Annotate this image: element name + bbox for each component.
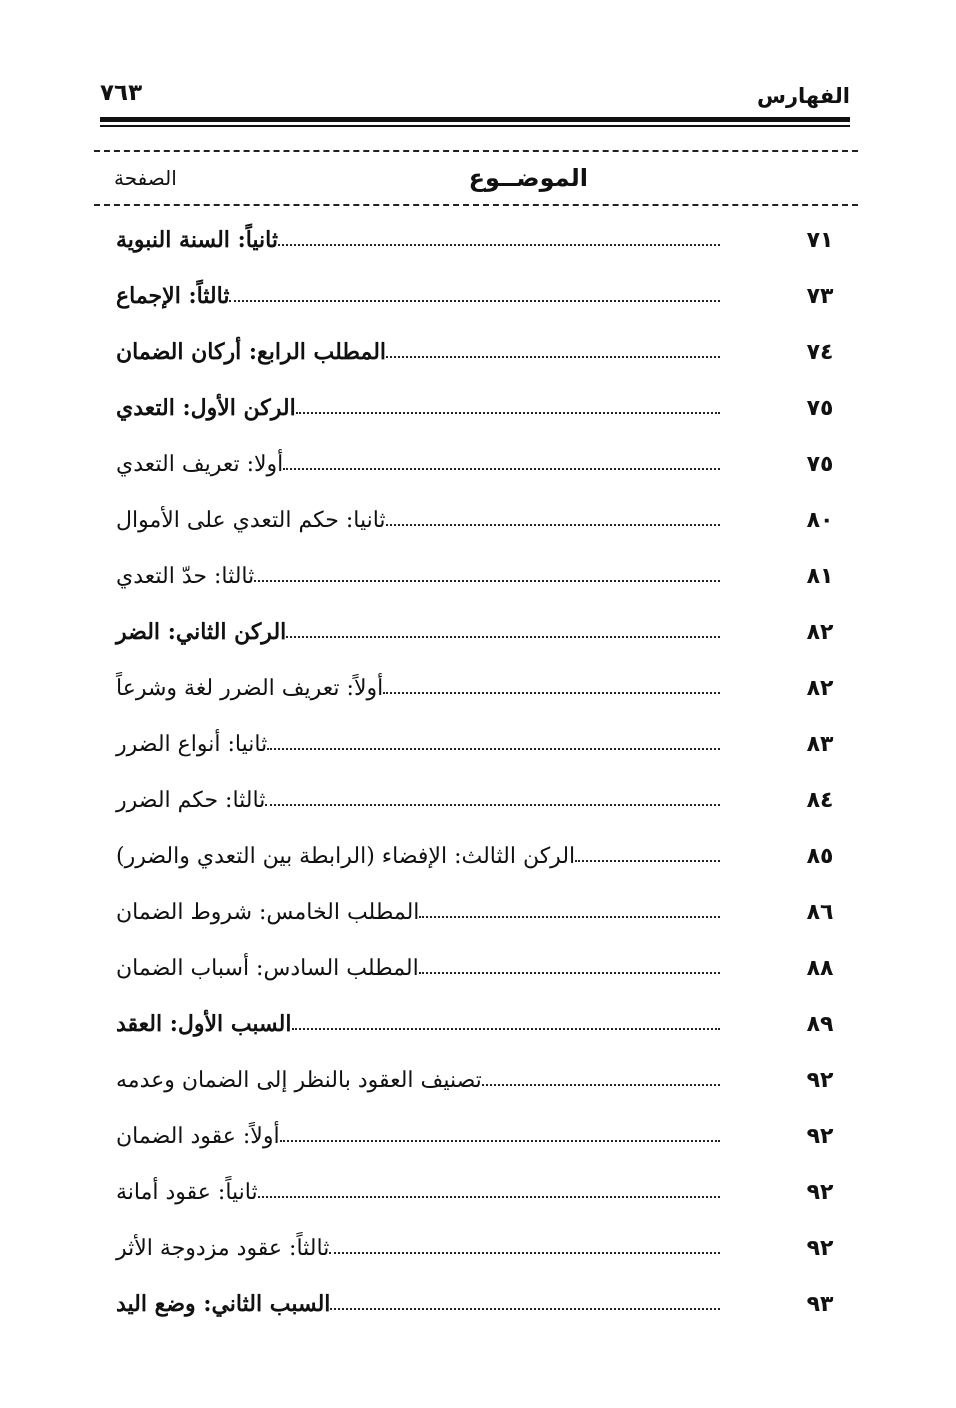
toc-entry-title: السبب الأول: العقد <box>116 1011 292 1037</box>
dot-leader <box>575 860 720 862</box>
toc-entry <box>112 1164 848 1220</box>
toc-entry-title: أولاً: تعريف الضرر لغة وشرعاً <box>116 675 384 701</box>
page-header <box>100 78 850 118</box>
header-rule-thin <box>100 125 850 127</box>
toc-entry-title: الركن الثاني: الضر <box>116 619 287 645</box>
toc-entry-page: ٨٩ <box>806 1011 834 1037</box>
dot-leader <box>482 1084 720 1086</box>
toc-entry-title: الركن الثالث: الإفضاء (الرابطة بين التعدي والضرر) <box>116 843 576 869</box>
dot-leader <box>330 1308 720 1310</box>
dot-leader <box>258 1196 720 1198</box>
toc-entry-page: ٧٥ <box>806 395 834 421</box>
toc-entry-page: ٩٣ <box>806 1291 834 1317</box>
page-number: ٧٦٣ <box>100 80 143 106</box>
toc-entry-page: ٨٨ <box>806 955 834 981</box>
dot-leader <box>278 244 720 246</box>
toc-entry <box>112 772 848 828</box>
running-title: الفهارس <box>756 84 850 108</box>
topic-column-header: الموضــوع <box>468 164 588 192</box>
toc-entry-title: المطلب الخامس: شروط الضمان <box>116 899 420 925</box>
toc-entry <box>112 268 848 324</box>
toc-entry <box>112 492 848 548</box>
toc-entry-title: ثالثاً: الإجماع <box>116 283 230 309</box>
toc-entry-title: ثانيا: أنواع الضرر <box>116 731 268 757</box>
dot-leader <box>329 1252 720 1254</box>
toc-entry-page: ٧٥ <box>806 451 834 477</box>
dot-leader <box>419 916 720 918</box>
dot-leader <box>283 468 720 470</box>
toc-entry-page: ٩٢ <box>806 1179 834 1205</box>
dot-leader <box>296 412 720 414</box>
toc-entry <box>112 1220 848 1276</box>
toc-entry-page: ٨٥ <box>806 843 834 869</box>
table-of-contents <box>112 212 848 1332</box>
toc-entry-page: ٨٢ <box>806 619 834 645</box>
toc-entry-title: المطلب السادس: أسباب الضمان <box>116 955 419 981</box>
toc-entry <box>112 828 848 884</box>
toc-entry-title: أولا: تعريف التعدي <box>116 451 284 477</box>
dot-leader <box>286 636 720 638</box>
toc-entry <box>112 716 848 772</box>
toc-entry <box>112 436 848 492</box>
column-headers <box>94 160 850 202</box>
toc-entry-title: ثانيا: حكم التعدي على الأموال <box>116 507 386 533</box>
toc-entry <box>112 940 848 996</box>
toc-entry-page: ٧١ <box>806 227 834 253</box>
toc-entry <box>112 212 848 268</box>
toc-entry-title: تصنيف العقود بالنظر إلى الضمان وعدمه <box>116 1067 482 1093</box>
dot-leader <box>292 1028 721 1030</box>
toc-entry-title: أولاً: عقود الضمان <box>116 1123 280 1149</box>
dot-leader <box>254 580 720 582</box>
dot-leader <box>229 300 720 302</box>
toc-entry-page: ٩٢ <box>806 1123 834 1149</box>
toc-entry <box>112 604 848 660</box>
toc-entry-page: ٨٢ <box>806 675 834 701</box>
toc-entry-title: ثالثا: حكم الضرر <box>116 787 266 813</box>
top-dashed-divider <box>94 150 858 152</box>
toc-entry-title: السبب الثاني: وضع اليد <box>116 1291 331 1317</box>
dot-leader <box>386 524 720 526</box>
toc-entry-page: ٧٣ <box>806 283 834 309</box>
toc-entry <box>112 324 848 380</box>
toc-entry-page: ٩٢ <box>806 1235 834 1261</box>
toc-entry <box>112 548 848 604</box>
toc-entry <box>112 1276 848 1332</box>
toc-entry-page: ٨١ <box>806 563 834 589</box>
dot-leader <box>280 1140 720 1142</box>
toc-entry-page: ٩٢ <box>806 1067 834 1093</box>
toc-entry-title: الركن الأول: التعدي <box>116 395 296 421</box>
toc-entry-title: المطلب الرابع: أركان الضمان <box>116 339 387 365</box>
toc-entry <box>112 884 848 940</box>
toc-entry-title: ثانياً: عقود أمانة <box>116 1179 258 1205</box>
toc-entry-page: ٨٤ <box>806 787 834 813</box>
toc-entry <box>112 1052 848 1108</box>
toc-entry-page: ٨٣ <box>806 731 834 757</box>
dot-leader <box>267 748 720 750</box>
header-rule-thick <box>100 117 850 122</box>
dot-leader <box>383 692 720 694</box>
bottom-dashed-divider <box>94 204 858 206</box>
dot-leader <box>419 972 720 974</box>
toc-entry <box>112 660 848 716</box>
toc-entry <box>112 996 848 1052</box>
toc-entry-title: ثالثا: حدّ التعدي <box>116 563 255 589</box>
page-column-header: الصفحة <box>114 166 177 190</box>
toc-entry-title: ثالثاً: عقود مزدوجة الأثر <box>116 1235 330 1261</box>
dot-leader <box>265 804 720 806</box>
toc-entry <box>112 380 848 436</box>
toc-entry <box>112 1108 848 1164</box>
dot-leader <box>386 356 720 358</box>
toc-entry-page: ٨٠ <box>806 507 834 533</box>
toc-entry-title: ثانياً: السنة النبوية <box>116 227 278 253</box>
toc-entry-page: ٧٤ <box>806 339 834 365</box>
toc-entry-page: ٨٦ <box>806 899 834 925</box>
